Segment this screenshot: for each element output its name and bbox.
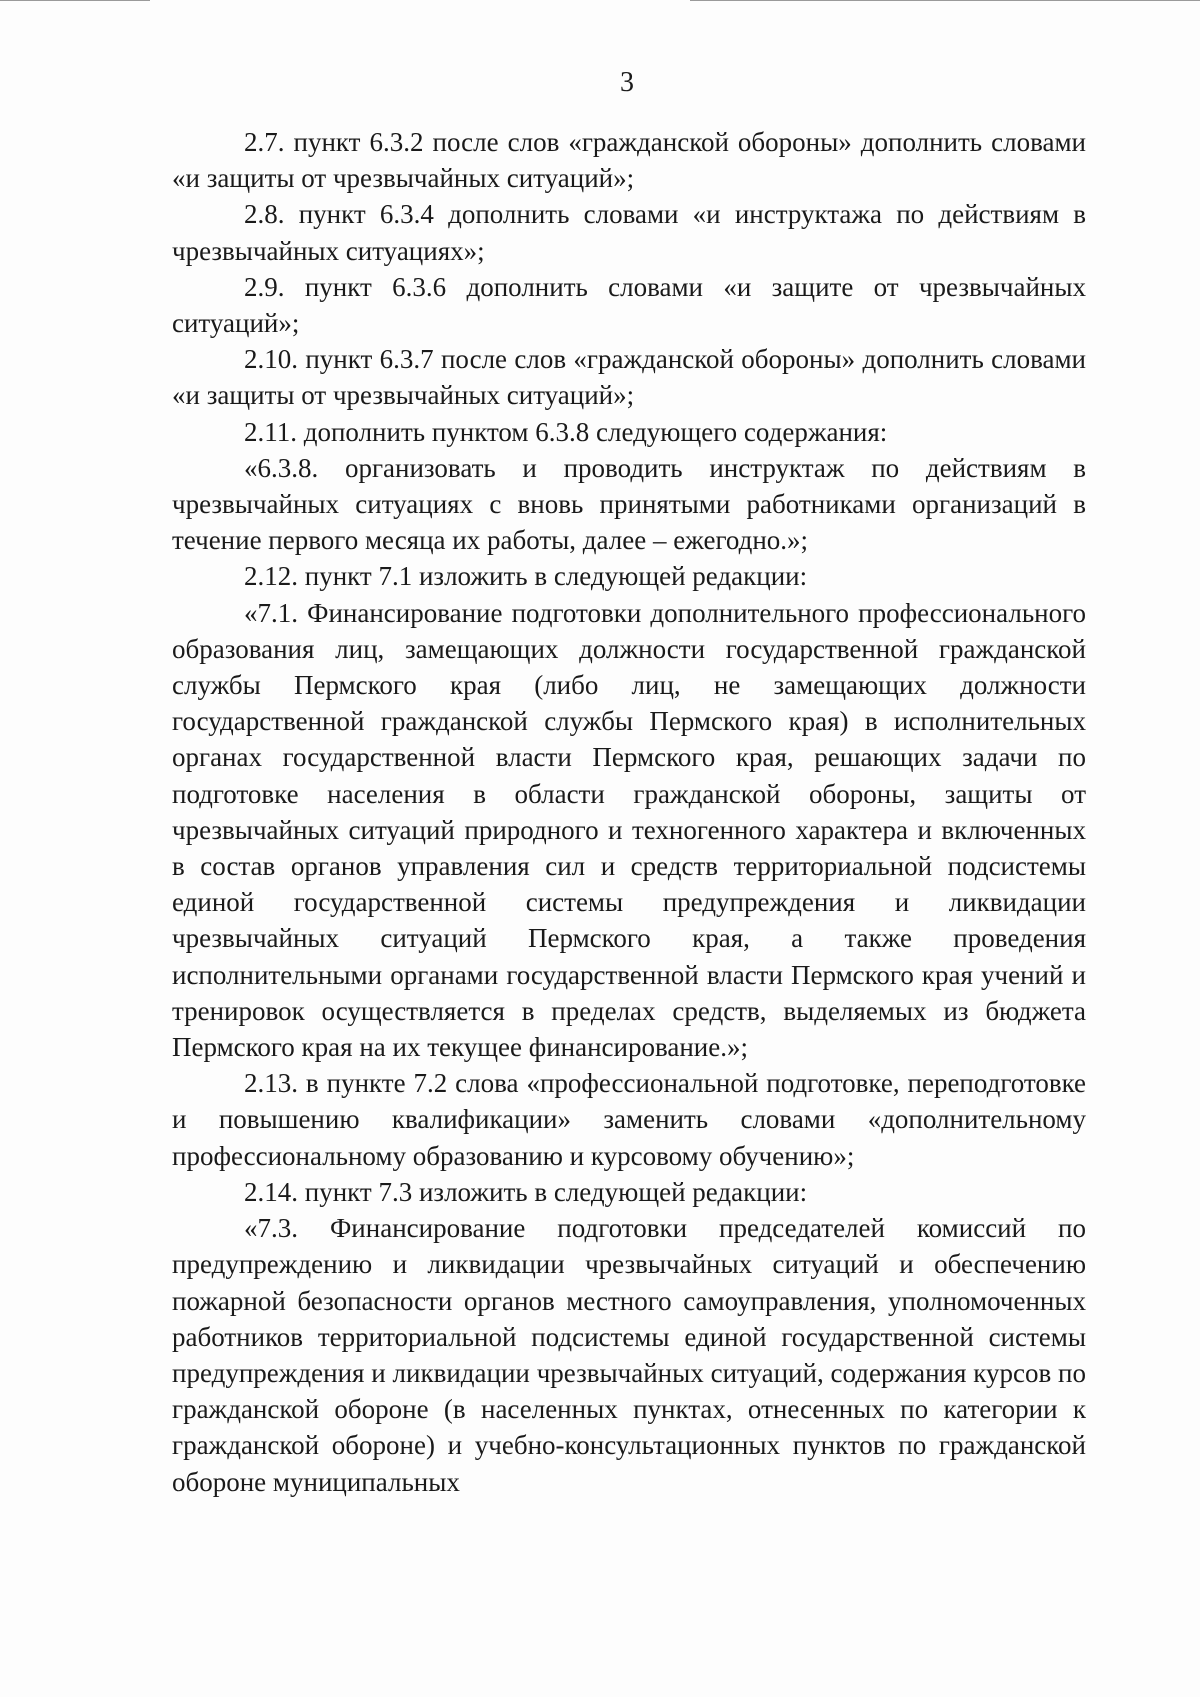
paragraph-2-11: 2.11. дополнить пунктом 6.3.8 следующего содержания: <box>244 416 888 447</box>
paragraph-2-7: 2.7. пункт 6.3.2 после слов «гражданской обороны» дополнить словами «и защиты от чрезвычайных ситуаций»; <box>172 127 1086 194</box>
paragraph-2-13: 2.13. в пункте 7.2 слова «профессиональной подготовке, переподготовке и повышению квалификации» заменить словами «дополнительному профессиональному образованию и курсовому обучению»; <box>172 1068 1086 1171</box>
paragraph-2-9: 2.9. пункт 6.3.6 дополнить словами «и защите от чрезвычайных ситуаций»; <box>172 271 1086 339</box>
paragraph-6-3-8: «6.3.8. организовать и проводить инструктаж по действиям в чрезвычайных ситуациях с вновь принятыми работниками организаций в течение первого месяца их работы, далее – ежегодно.»; <box>172 452 1086 556</box>
paragraph-7-3: «7.3. Финансирование подготовки председателей комиссий по предупреждению и ликвидации чрезвычайных ситуаций и обеспечению пожарной безопасности органов местного самоуправления, уполномоченных работников территориальной подсистемы единой государственной системы предупреждения и ликвидации чрезвычайных ситуаций, содержания курсов по гражданской обороне (в населенных пунктах, отнесенных по категории к гражданской обороне) и учебно-консультационных пунктов по гражданской обороне муниципальных <box>172 1213 1086 1497</box>
scan-edge-line-left <box>0 0 150 1</box>
paragraph-2-12: 2.12. пункт 7.1 изложить в следующей редакции: <box>244 561 808 592</box>
document-body <box>172 124 1086 1500</box>
page-number: 3 <box>620 67 634 98</box>
paragraph-2-14: 2.14. пункт 7.3 изложить в следующей редакции: <box>244 1176 808 1207</box>
paragraph-7-1: «7.1. Финансирование подготовки дополнительного профессионального образования лиц, замещающих должности государственной гражданской службы Пермского края (либо лиц, не замещающих должности государственной гражданской службы Пермского края) в исполнительных органах государственной власти Пермского края, решающих задачи по подготовке населения в области гражданской обороны, защиты от чрезвычайных ситуаций природного и техногенного характера и включенных в состав органов управления сил и средств территориальной подсистемы единой государственной системы предупреждения и ликвидации чрезвычайных ситуаций Пермского края, а также проведения исполнительными органами государственной власти Пермского края учений и тренировок осуществляется в пределах средств, выделяемых из бюджета Пермского края на их текущее финансирование.»; <box>172 597 1086 1063</box>
paragraph-2-8: 2.8. пункт 6.3.4 дополнить словами «и инструктажа по действиям в чрезвычайных ситуациях»; <box>172 199 1086 266</box>
paragraph-2-10: 2.10. пункт 6.3.7 после слов «гражданской обороны» дополнить словами «и защиты от чрезвычайных ситуаций»; <box>172 344 1086 411</box>
scan-edge-line-right <box>690 0 1200 1</box>
